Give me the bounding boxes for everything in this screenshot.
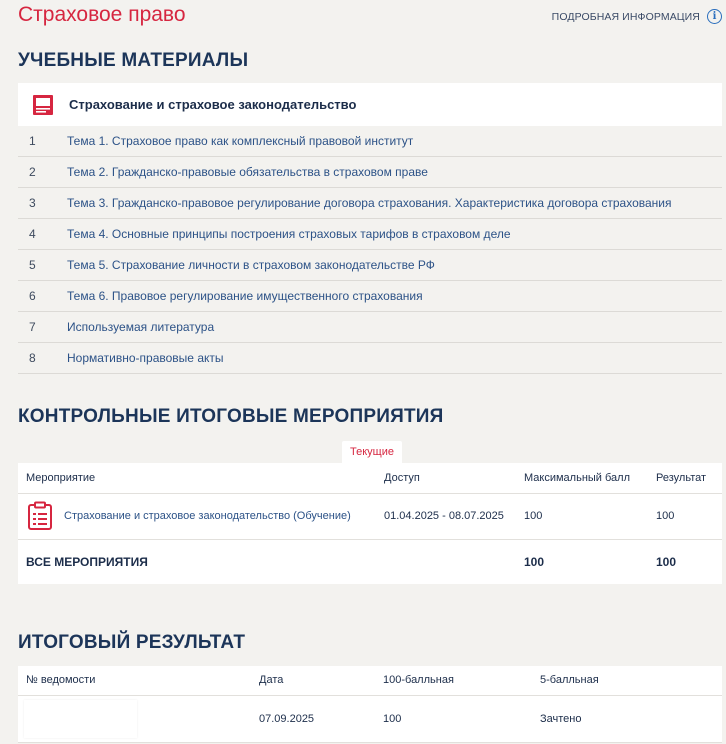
col-max-score: Максимальный балл <box>524 463 656 493</box>
topic-number: 7 <box>29 320 36 334</box>
topic-number: 4 <box>29 227 36 241</box>
col-date: Дата <box>259 666 383 695</box>
info-icon[interactable]: i <box>707 9 722 24</box>
topic-link[interactable]: Тема 6. Правовое регулирование имущественного страхования <box>67 289 423 303</box>
col-score100: 100-балльная <box>383 666 540 695</box>
col-access: Доступ <box>384 463 524 493</box>
topic-number: 3 <box>29 196 36 210</box>
course-title[interactable]: Страхование и страховое законодательство <box>69 97 357 112</box>
col-result: Результат <box>656 463 722 493</box>
table-header-row <box>18 666 722 695</box>
topic-list <box>18 126 722 374</box>
clipboard-icon <box>27 501 53 531</box>
table-row <box>18 695 722 742</box>
topic-item[interactable] <box>18 312 722 343</box>
topic-link[interactable]: Тема 1. Страховое право как комплексный правовой институт <box>67 134 414 148</box>
score5-cell: Зачтено <box>540 695 722 742</box>
total-row <box>18 539 722 584</box>
total-access <box>384 539 524 584</box>
topic-item[interactable] <box>18 343 722 374</box>
col-event: Мероприятие <box>18 463 384 493</box>
topic-item[interactable] <box>18 219 722 250</box>
topic-link[interactable]: Используемая литература <box>67 320 215 334</box>
topic-number: 1 <box>29 134 36 148</box>
more-info-label: ПОДРОБНАЯ ИНФОРМАЦИЯ <box>551 10 700 23</box>
topic-item[interactable] <box>18 188 722 219</box>
topic-link[interactable]: Тема 2. Гражданско-правовые обязательства в страховом праве <box>67 165 428 179</box>
access-cell: 01.04.2025 - 08.07.2025 <box>384 493 524 539</box>
statement-value <box>24 700 137 738</box>
table-row <box>18 493 722 539</box>
page-title: Страховое право <box>18 3 186 26</box>
topic-item[interactable] <box>18 126 722 157</box>
more-info-link[interactable] <box>552 9 722 24</box>
book-icon <box>31 93 55 117</box>
topic-number: 6 <box>29 289 36 303</box>
topic-link[interactable]: Нормативно-правовые акты <box>67 351 224 365</box>
topic-item[interactable] <box>18 281 722 312</box>
materials-heading: УЧЕБНЫЕ МАТЕРИАЛЫ <box>18 50 249 71</box>
result-cell: 100 <box>656 493 722 539</box>
col-score5: 5-балльная <box>540 666 722 695</box>
final-heading: ИТОГОВЫЙ РЕЗУЛЬТАТ <box>18 632 246 653</box>
event-link[interactable]: Страхование и страховое законодательство (Обучение) <box>64 510 351 522</box>
max-score-cell: 100 <box>524 493 656 539</box>
final-results-table <box>18 666 722 743</box>
total-label: ВСЕ МЕРОПРИЯТИЯ <box>26 554 148 569</box>
topic-number: 2 <box>29 165 36 179</box>
table-header-row <box>18 463 722 493</box>
topic-item[interactable] <box>18 250 722 281</box>
topic-link[interactable]: Тема 3. Гражданско-правовое регулирование договора страхования. Характеристика договора страхования <box>67 196 672 210</box>
course-card[interactable] <box>18 83 722 126</box>
control-heading: КОНТРОЛЬНЫЕ ИТОГОВЫЕ МЕРОПРИЯТИЯ <box>18 406 444 427</box>
total-result: 100 <box>656 554 677 569</box>
events-table <box>18 463 722 584</box>
tab-current[interactable]: Текущие <box>342 441 402 463</box>
score100-cell: 100 <box>383 695 540 742</box>
topic-item[interactable] <box>18 157 722 188</box>
date-cell: 07.09.2025 <box>259 695 383 742</box>
topic-number: 5 <box>29 258 36 272</box>
total-max-score: 100 <box>524 554 545 569</box>
col-statement: № ведомости <box>18 666 259 695</box>
topic-link[interactable]: Тема 5. Страхование личности в страховом законодательстве РФ <box>67 258 435 272</box>
topic-link[interactable]: Тема 4. Основные принципы построения страховых тарифов в страховом деле <box>67 227 511 241</box>
statement-cell <box>18 695 259 742</box>
event-cell <box>18 493 384 539</box>
topic-number: 8 <box>29 351 36 365</box>
